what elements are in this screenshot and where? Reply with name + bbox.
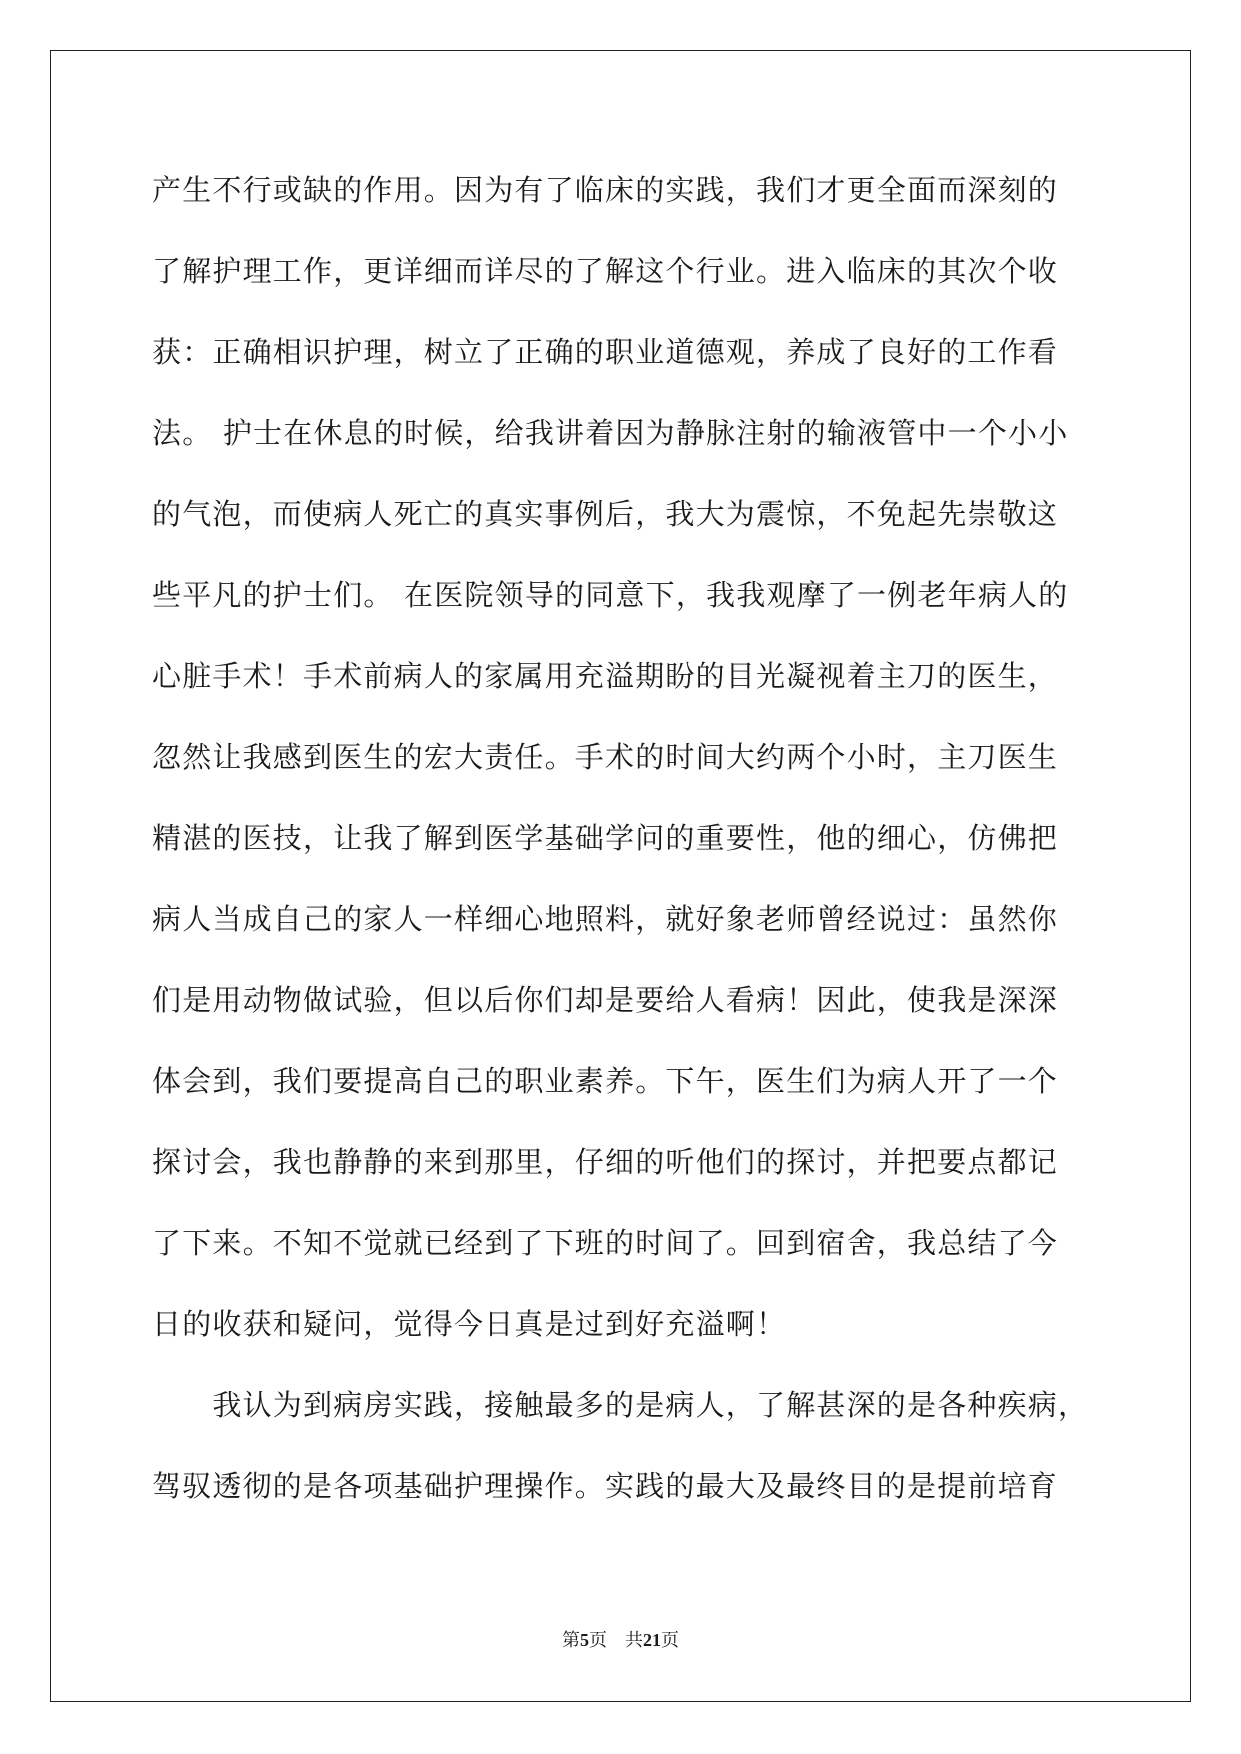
text-line: 了解护理工作，更详细而详尽的了解这个行业。进入临床的其次个收 (152, 254, 1059, 288)
text-line: 心脏手术！手术前病人的家属用充溢期盼的目光凝视着主刀的医生， (152, 659, 1059, 693)
footer-mid: 页 共 (589, 1630, 643, 1651)
text-line: 的气泡，而使病人死亡的真实事例后，我大为震惊，不免起先崇敬这 (152, 497, 1059, 531)
text-line: 忽然让我感到医生的宏大责任。手术的时间大约两个小时，主刀医生 (152, 740, 1059, 774)
text-line: 了下来。不知不觉就已经到了下班的时间了。回到宿舍，我总结了今 (152, 1226, 1059, 1260)
text-line: 探讨会，我也静静的来到那里，仔细的听他们的探讨，并把要点都记 (152, 1145, 1059, 1179)
text-line: 获：正确相识护理，树立了正确的职业道德观，养成了良好的工作看 (152, 335, 1059, 369)
page-border (50, 50, 1191, 1702)
footer-suffix: 页 (661, 1630, 679, 1651)
text-line: 体会到，我们要提高自己的职业素养。下午，医生们为病人开了一个 (152, 1064, 1059, 1098)
text-line: 们是用动物做试验，但以后你们却是要给人看病！因此，使我是深深 (152, 983, 1059, 1017)
text-line: 驾驭透彻的是各项基础护理操作。实践的最大及最终目的是提前培育 (152, 1469, 1059, 1503)
page-footer (0, 1628, 1241, 1653)
text-line: 产生不行或缺的作用。因为有了临床的实践，我们才更全面而深刻的 (152, 173, 1059, 207)
footer-prefix: 第 (562, 1630, 580, 1651)
total-page-count: 21 (643, 1630, 661, 1650)
current-page-number: 5 (580, 1630, 589, 1650)
text-line: 精湛的医技，让我了解到医学基础学问的重要性，他的细心，仿佛把 (152, 821, 1059, 855)
text-line: 我认为到病房实践，接触最多的是病人，了解甚深的是各种疾病， (152, 1388, 1089, 1422)
text-line: 法。 护士在休息的时候，给我讲着因为静脉注射的输液管中一个小小 (152, 416, 1069, 450)
text-line: 些平凡的护士们。 在医院领导的同意下，我我观摩了一例老年病人的 (152, 578, 1069, 612)
text-line: 日的收获和疑问，觉得今日真是过到好充溢啊！ (152, 1307, 787, 1341)
text-line: 病人当成自己的家人一样细心地照料，就好象老师曾经说过：虽然你 (152, 902, 1059, 936)
